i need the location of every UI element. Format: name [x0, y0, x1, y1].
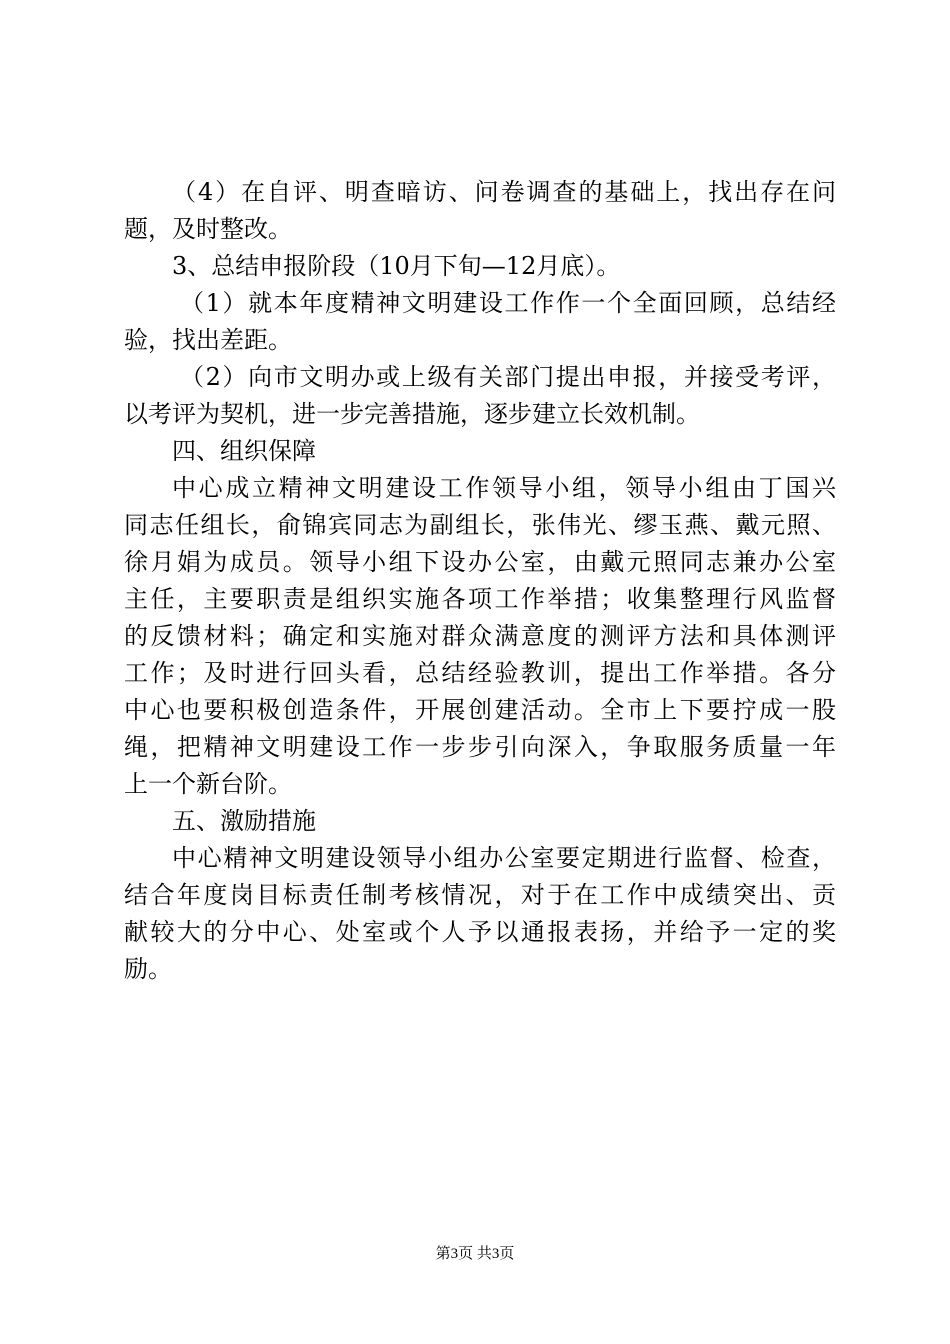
page-footer: 第3页 共3页	[435, 1246, 515, 1262]
text-line: 工作；及时进行回头看，总结经验教训，提出工作举措。各分	[124, 659, 836, 687]
text-line: 同志任组长，俞锦宾同志为副组长，张伟光、缪玉燕、戴元照、	[124, 511, 836, 539]
text-line: 验，找出差距。	[124, 326, 292, 354]
text-line: （4）在自评、明查暗访、问卷调查的基础上，找出存在问	[172, 178, 836, 206]
text-line: 的反馈材料；确定和实施对群众满意度的测评方法和具体测评	[124, 622, 836, 650]
text-line: 结合年度岗目标责任制考核情况，对于在工作中成绩突出、贡	[124, 881, 836, 909]
text-line: 励。	[124, 955, 172, 983]
text-line: 中心成立精神文明建设工作领导小组，领导小组由丁国兴	[172, 474, 836, 502]
text-line: （1）就本年度精神文明建设工作作一个全面回顾，总结经	[180, 289, 836, 317]
section-heading: 四、组织保障	[172, 437, 316, 465]
text-line: 献较大的分中心、处室或个人予以通报表扬，并给予一定的奖	[124, 918, 836, 946]
section-heading: 五、激励措施	[172, 807, 316, 835]
document-body	[124, 174, 836, 988]
section-heading: 3、总结申报阶段（10月下旬—12月底）。	[172, 252, 621, 280]
text-line: 徐月娟为成员。领导小组下设办公室，由戴元照同志兼办公室	[124, 548, 836, 576]
text-line: 中心也要积极创造条件，开展创建活动。全市上下要拧成一股	[124, 696, 836, 724]
text-line: 中心精神文明建设领导小组办公室要定期进行监督、检查，	[172, 844, 836, 872]
text-line: 以考评为契机，进一步完善措施，逐步建立长效机制。	[124, 400, 700, 428]
text-line: 主任，主要职责是组织实施各项工作举措；收集整理行风监督	[124, 585, 836, 613]
text-line: 题，及时整改。	[124, 215, 292, 243]
text-line: 上一个新台阶。	[124, 770, 292, 798]
text-line: 绳，把精神文明建设工作一步步引向深入，争取服务质量一年	[124, 733, 836, 761]
text-line: （2）向市文明办或上级有关部门提出申报，并接受考评，	[180, 363, 836, 391]
